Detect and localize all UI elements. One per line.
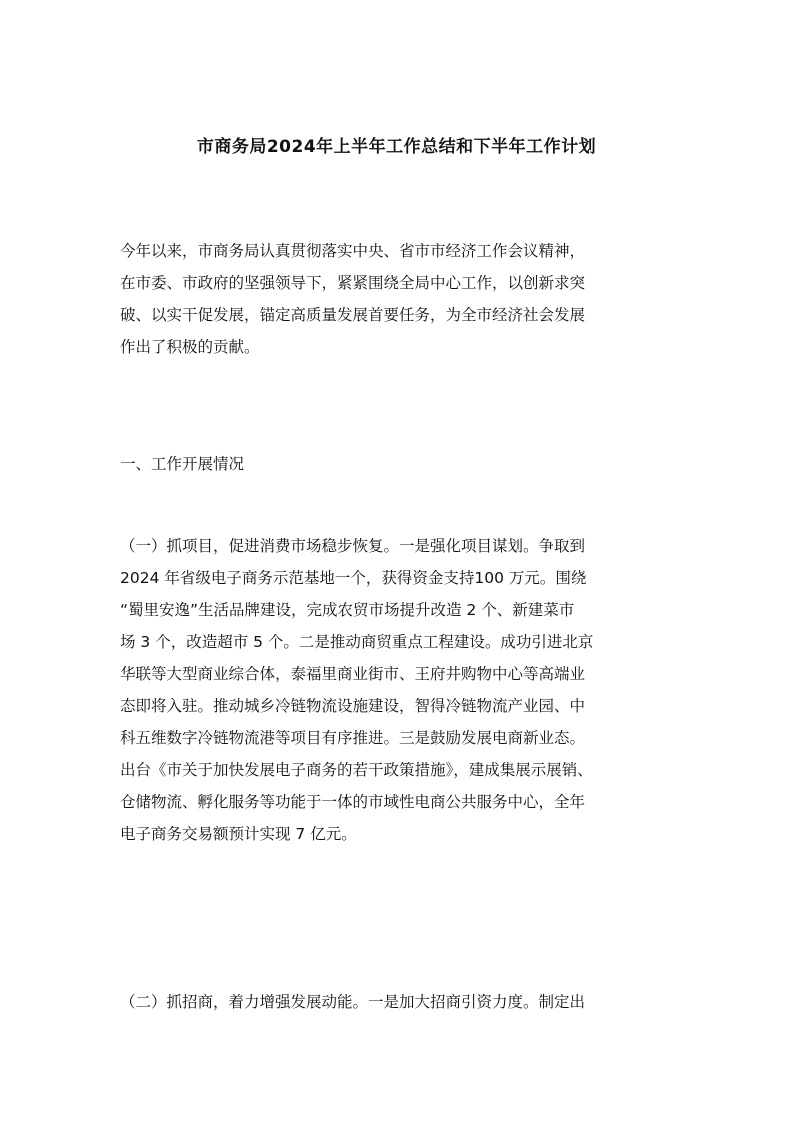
intro-line-2: 在市委、市政府的坚强领导下，紧紧围绕全局中心工作，以创新求突	[120, 274, 586, 292]
intro-line-4: 作出了积极的贡献。	[120, 338, 260, 356]
part1-line-8: 出台《市关于加快发展电子商务的若干政策措施》，建成集展示展销、	[120, 761, 593, 779]
part1-line-10: 电子商务交易额预计实现 7 亿元。	[120, 825, 357, 843]
part1-line-1: （一）抓项目，促进消费市场稳步恢复。一是强化项目谋划。争取到	[120, 537, 586, 555]
part1-line-5: 华联等大型商业综合体，泰福里商业街市、王府井购物中心等高端业	[120, 665, 586, 683]
part1-line-9: 仓储物流、孵化服务等功能于一体的市域性电商公共服务中心，全年	[120, 793, 586, 811]
part1-line-6: 态即将入驻。推动城乡冷链物流设施建设，智得冷链物流产业园、中	[120, 697, 586, 715]
intro-paragraph	[120, 235, 680, 363]
part1-line-7: 科五维数字冷链物流港等项目有序推进。三是鼓励发展电商新业态。	[120, 729, 586, 747]
document-title: 市商务局2024年上半年工作总结和下半年工作计划	[196, 137, 597, 157]
section1-part1-paragraph	[120, 530, 680, 850]
intro-line-3: 破、以实干促发展，锚定高质量发展首要任务，为全市经济社会发展	[120, 306, 586, 324]
intro-line-1: 今年以来，市商务局认真贯彻落实中央、省市市经济工作会议精神，	[120, 242, 586, 260]
section-heading-work-progress: 一、工作开展情况	[120, 455, 245, 473]
part1-line-2: 2024 年省级电子商务示范基地一个，获得资金支持100 万元。围绕	[120, 569, 587, 587]
part2-line-1: （二）抓招商，着力增强发展动能。一是加大招商引资力度。制定出	[120, 993, 586, 1011]
part1-line-4: 场 3 个，改造超市 5 个。二是推动商贸重点工程建设。成功引进北京	[120, 633, 594, 651]
part1-line-3: “蜀里安逸”生活品牌建设，完成农贸市场提升改造 2 个、新建菜市	[120, 601, 575, 619]
section1-part2-paragraph	[120, 986, 680, 1018]
